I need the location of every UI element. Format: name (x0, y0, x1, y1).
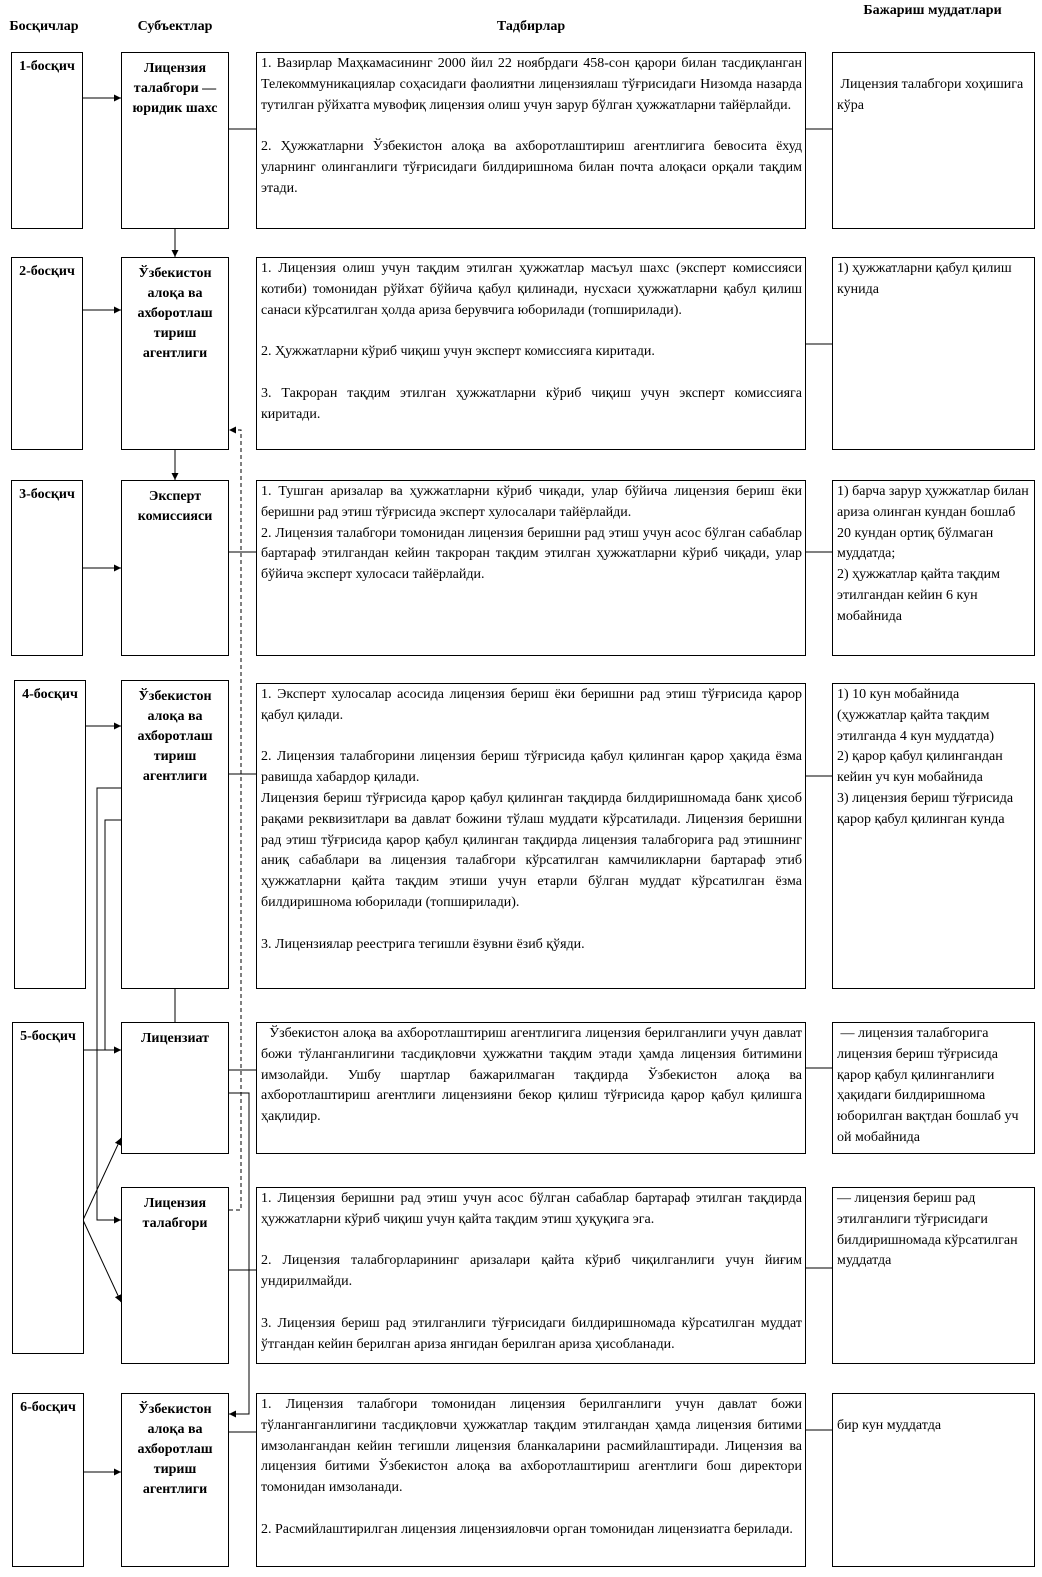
action-item: Лицензия бериш тўғрисида қарор қабул қилинган тақдирда билдиришномада банк ҳисоб рақами реквизитлари ва давлат божини тўлаш муддати кўрсатилади. Лицензия беришни рад этиш тўғрисида қарор қабул қилинган тақдирда лицензия талабгорига рад этишнинг аниқ сабаблари ва лицензия талабгори кўрсатилган камчиликларни бартараф этиб ҳужжатларни қайта тақдим этиши учун етарли бўлган муддат кўрсатилган ёзма билдиришнома юборилади (топширилади). (261, 790, 802, 910)
action-item: 2. Ҳужжатларни Ўзбекистон алоқа ва ахборотлаштириш агентлигига бевосита ёхуд уларнинг олинганлиги тўғрисидаги билдиришнома билан почта алоқаси орқали тақдим этади. (261, 139, 802, 196)
action-item: 2. Лицензия талабгори томонидан лицензия беришни рад этиш учун асос бўлган сабаблар бартараф этилгандан кейин такроран тақдим этилган ҳужжатларни кўриб чиқади, улар бўйича эксперт хулосаси тайёрлайди. (261, 525, 802, 583)
action-item: 1. Тушган аризалар ва ҳужжатларни кўриб чиқади, улар бўйича лицензия бериш ёки беришни рад этиш тўғрисида эксперт хулосалари тайёрлайди. (261, 484, 802, 520)
actions-box-applicant (256, 1187, 806, 1364)
terms-box-6 (832, 1393, 1035, 1567)
actions-box-1 (256, 52, 806, 229)
stage-box-6 (12, 1393, 84, 1567)
actions-box-2 (256, 257, 806, 450)
action-item: 3. Лицензия бериш рад этилганлиги тўғрисидаги билдиришномада кўрсатилган муддат ўтгандан кейин берилган ариза янгидан берилган ариза ҳисобланади. (261, 1315, 802, 1352)
action-item: 1. Лицензия беришни рад этиш учун асос бўлган сабаблар бартараф этилган тақдирда ҳужжатларни кўриб чиқиш учун қайта тақдим этиш ҳуқуқига эга. (261, 1191, 802, 1227)
header-stages: Босқичлар (9, 19, 79, 34)
header-actions: Тадбирлар (496, 19, 566, 34)
actions-box-6 (256, 1393, 806, 1567)
action-item: 2. Расмийлаштирилган лицензия лицензияловчи орган томонидан лицензиатга берилади. (261, 1521, 793, 1537)
action-item: 3. Лицензиялар реестрига тегишли ёзувни ёзиб қўяди. (261, 936, 585, 952)
terms-box-2 (832, 257, 1035, 450)
stage-label: 5-босқич (20, 1029, 76, 1044)
action-item: Ўзбекистон алоқа ва ахборотлаштириш агентлигига лицензия берилганлиги учун давлат божи тўланганлигини тасдиқловчи ҳужжатни тақдим этади ҳамда лицензия битимини имзолайди. Ушбу шартлар бажарилмаган тақдирда Ўзбекистон алоқа ва ахборотлаштириш агентлиги лицензияни бекор қилиш тўғрисида қарор қабул қилишга ҳақлидир. (261, 1026, 806, 1125)
header-subjects: Субъектлар (137, 19, 213, 34)
subject-label: Ўзбекистон алоқа ва ахборотлаш тириш агентлиги (137, 689, 213, 784)
subject-label: Эксперт комиссияси (137, 489, 213, 524)
subject-label: Ўзбекистон алоқа ва ахборотлаш тириш агентлиги (137, 266, 213, 361)
subject-box-licensee (121, 1022, 229, 1154)
subject-box-4 (121, 680, 229, 989)
subject-box-applicant (121, 1187, 229, 1364)
action-item: 1. Вазирлар Маҳкамасининг 2000 йил 22 ноябрдаги 458-сон қарори билан тасдиқланган Телекоммуникациялар соҳасидаги фаолиятни лицензиялаш тўғрисидаги Низомда назарда тутилган рўйхатга мувофиқ лицензия олиш учун зарур бўлган ҳужжатларни тайёрлайди. (261, 56, 802, 113)
arrow-fan-up (83, 1138, 121, 1220)
term-item: 1) 10 кун мобайнида (ҳужжатлар қайта тақдим этилганда 4 кун муддатда) (837, 687, 994, 744)
action-item: 2. Лицензия талабгорини лицензия бериш тўғрисида қабул қилинган қарор ҳақида ёзма равишда хабардор қилади. (261, 749, 802, 786)
stage-box-5 (12, 1022, 84, 1354)
stage-label: 2-босқич (19, 264, 75, 279)
stage-box-3 (11, 480, 83, 656)
subject-label: Ўзбекистон алоқа ва ахборотлаш тириш агентлиги (137, 1402, 213, 1497)
terms-box-4 (832, 683, 1035, 989)
terms-box-5 (832, 1022, 1035, 1154)
terms-box-1 (832, 52, 1035, 229)
actions-box-5 (256, 1022, 806, 1154)
subject-label: Лицензия талабгори — юридик шахс (132, 61, 218, 116)
term-item: 1) ҳужжатларни қабул қилиш кунида (837, 261, 1012, 297)
subject-box-1 (121, 52, 229, 229)
terms-box-3 (832, 480, 1035, 656)
term-item: — лицензия бериш рад этилганлиги тўғрисидаги билдиришномада кўрсатилган муддатда (837, 1191, 1018, 1269)
terms-box-applicant (832, 1187, 1035, 1364)
stage-label: 4-босқич (22, 687, 78, 702)
action-item: 2. Лицензия талабгорларининг аризалари қайта кўриб чиқилганлиги учун йиғим ундирилмайди. (261, 1253, 802, 1290)
action-item: 1. Эксперт хулосалар асосида лицензия бериш ёки беришни рад этиш тўғрисида қарор қабул қилади. (261, 687, 802, 723)
action-item: 3. Такроран тақдим этилган ҳужжатларни кўриб чиқиш учун эксперт комиссияга киритади. (261, 385, 802, 422)
arrow-fan-down (83, 1220, 121, 1302)
term-item: 3) лицензия бериш тўғрисида қарор қабул қилинган кунда (837, 790, 1014, 827)
subject-label: Лицензиат (140, 1031, 210, 1046)
stage-box-1 (11, 52, 83, 229)
action-item: 1. Лицензия талабгори томонидан лицензия берилганлиги учун давлат божи тўланганганлигини тасдиқловчи ҳужжатлар тақдим этилгандан ҳамда лицензия битими имзолангандан кейин тегишли лицензия бланкаларини расмийлаштиради. Лицензия ва лицензия битими Ўзбекистон алоқа ва ахборотлаштириш агентлиги бош директори томонидан имзоланади. (261, 1397, 802, 1496)
subject-label: Лицензия талабгори (142, 1196, 208, 1231)
stage-label: 6-босқич (20, 1400, 76, 1415)
actions-box-4 (256, 683, 806, 989)
term-item: 2) қарор қабул қилингандан кейин уч кун мобайнида (837, 749, 1003, 786)
term-item: 2) ҳужжатлар қайта тақдим этилгандан кейин 6 кун мобайнида (837, 567, 1000, 624)
stage-label: 1-босқич (19, 59, 75, 74)
actions-box-3 (256, 480, 806, 656)
term-item: бир кун муддатда (837, 1418, 942, 1433)
arrow-subj4-to-licensee (97, 788, 121, 1220)
stage-box-2 (11, 257, 83, 450)
term-item: — лицензия талабгорига лицензия бериш тўғрисида қарор қабул қилинганлиги ҳақидаги билдиришнома юборилган вақтдан бошлаб уч ой мобайнида (837, 1026, 1022, 1145)
subject-box-6 (121, 1393, 229, 1567)
term-item: 1) барча зарур ҳужжатлар билан ариза олинган кундан бошлаб 20 кундан ортиқ бўлмаган муддатда; (837, 484, 1029, 562)
arrow-subj4-to-applicant (105, 820, 121, 1050)
action-item: 2. Ҳужжатларни кўриб чиқиш учун эксперт комиссияга киритади. (261, 344, 655, 360)
subject-box-2 (121, 257, 229, 450)
header-terms: Бажариш муддатлари (863, 3, 1002, 18)
stage-label: 3-босқич (19, 487, 75, 502)
subject-box-3 (121, 480, 229, 656)
action-item: 1. Лицензия олиш учун тақдим этилган ҳужжатлар масъул шахс (эксперт комиссияси котиби) томонидан рўйхат бўйича қабул қилинади, нусхаси ҳужжатларни қабул қилиш санаси кўрсатилган ҳолда ариза берувчига юборилади (топширилади). (261, 261, 802, 318)
term-item: Лицензия талабгори хоҳишига кўра (837, 77, 1027, 113)
stage-box-4 (14, 680, 86, 989)
arrow-licensee-to-subj6 (229, 1093, 249, 1414)
